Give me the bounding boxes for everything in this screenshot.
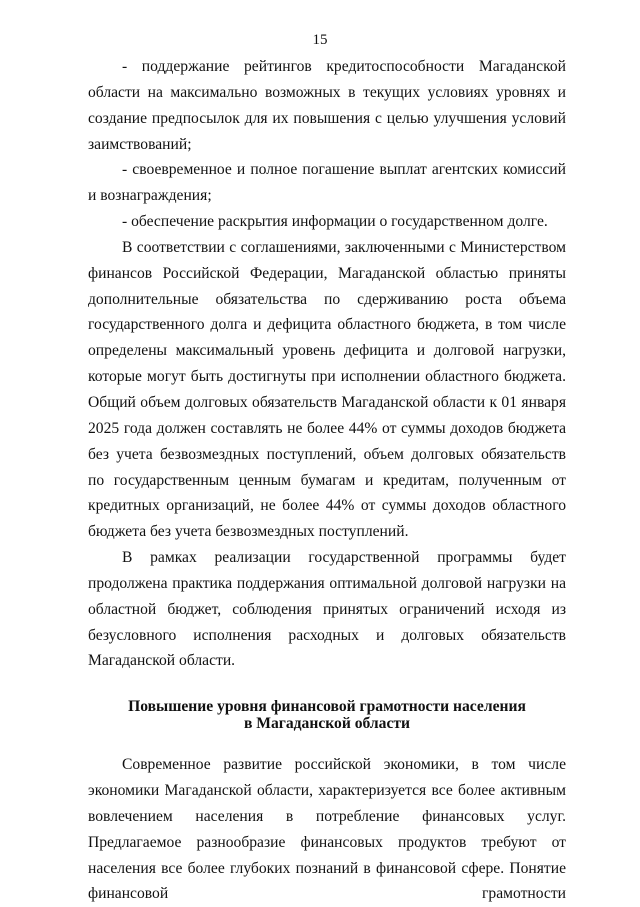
document-body [88, 54, 566, 907]
section-heading [88, 698, 566, 732]
paragraph-debt-disclosure: - обеспечение раскрытия информации о государственном долге. [122, 213, 548, 231]
section-heading-line-2: в Магаданской области [243, 715, 411, 733]
paragraph-state-program: В рамках реализации государственной программы будет продолжена практика поддержания оптимальной долговой нагрузки на областной бюджет, соблюдения принятых ограничений исходя из безусловного исполнения расходных и долговых обязательств Магаданской области. [88, 549, 566, 670]
paragraph-ministry-agreements: В соответствии с соглашениями, заключенными с Министерством финансов Российской Федерации, Магаданской областью приняты дополнительные обязательства по сдерживанию роста объема государственного долга и дефицита областного бюджета, в том числе определены максимальный уровень дефицита и долговой нагрузки, которые могут быть достигнуты при исполнении областного бюджета. Общий объем долговых обязательств Магаданской области к 01 января 2025 года должен составлять не более 44% от суммы доходов бюджета без учета безвозмездных поступлений, объем долговых обязательств по государственным ценным бумагам и кредитам, полученным от кредитных организаций, не более 44% от суммы доходов областного бюджета без учета безвозмездных поступлений. [88, 238, 566, 541]
paragraph-agency-fees: - своевременное и полное погашение выплат агентских комиссий и вознаграждения; [88, 161, 566, 205]
page-number: 15 [312, 32, 328, 48]
paragraph-financial-literacy: Современное развитие российской экономики, в том числе экономики Магаданской области, характеризуется все более активным вовлечением населения в потребление финансовых услуг. Предлагаемое разнообразие финансовых продуктов требуют от населения все более глубоких познаний в финансовой сфере. Понятие финансовой грамотности [88, 756, 566, 903]
section-heading-line-1: Повышение уровня финансовой грамотности населения [128, 698, 526, 716]
paragraph-credit-rating: - поддержание рейтингов кредитоспособности Магаданской области на максимально возможных в текущих условиях уровнях и создание предпосылок для их повышения с целью улучшения условий заимствований; [88, 58, 566, 153]
